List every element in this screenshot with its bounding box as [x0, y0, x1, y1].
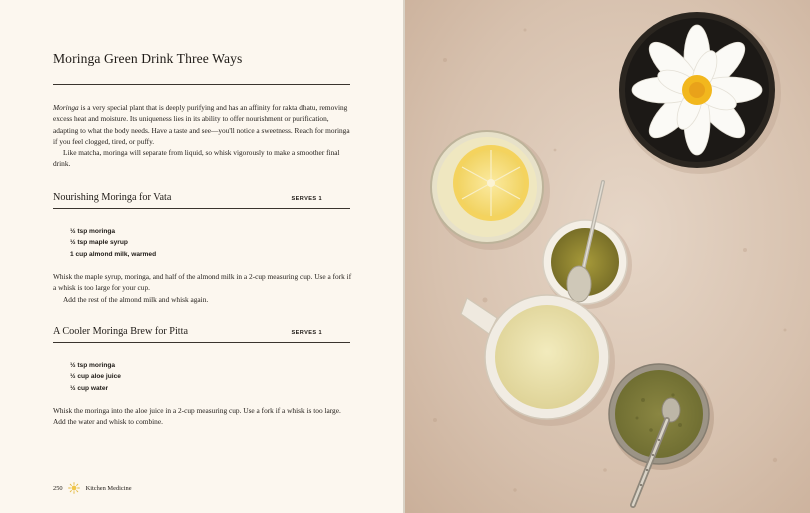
method-pitta — [53, 405, 353, 428]
recipe-serves-pitta: SERVES 1 — [291, 330, 322, 336]
title-rule — [53, 84, 350, 85]
ingredient-item: ½ tsp moringa — [70, 228, 116, 235]
moringa-drinks-photo — [405, 0, 810, 513]
method-step: Whisk the maple syrup, moringa, and half of the almond milk in a 2-cup measuring cup. Use a fork if a whisk is too large for your cup. — [53, 272, 352, 293]
recipe-serves-vata: SERVES 1 — [291, 196, 322, 202]
left-page — [0, 0, 403, 513]
book-title: Kitchen Medicine — [85, 484, 132, 492]
recipe-title-pitta: A Cooler Moringa Brew for Pitta — [53, 326, 188, 337]
page-footer — [53, 482, 132, 494]
ingredient-item: ½ cup aloe juice — [70, 373, 121, 381]
page-title: Moringa Green Drink Three Ways — [53, 51, 243, 66]
intro-paragraph-1 — [53, 102, 353, 147]
lemon-water-glass — [431, 131, 550, 250]
ingredient-item: ½ cup water — [70, 384, 109, 392]
right-page — [405, 0, 810, 513]
recipe-rule-vata — [53, 208, 350, 209]
ingredient-item: 1 cup almond milk, warmed — [70, 250, 157, 258]
intro-text — [53, 102, 353, 170]
intro-paragraph-1-body: is a very special plant that is deeply purifying and has an affinity for rakta dhatu, removing excess heat and moisture. Its uniqueness lies in its ability to offer nourishment or purification, adapting to what the body needs. Have a taste and see—you'll notice a sweetness. Reach for moringa if you feel clogged, tired, or puffy. — [53, 103, 350, 146]
recipe-rule-pitta — [53, 342, 350, 343]
method-vata — [53, 271, 353, 305]
lotus-bowl — [619, 12, 781, 174]
ingredient-item: ½ tsp maple syrup — [70, 239, 128, 247]
recipe-title-vata: Nourishing Moringa for Vata — [53, 192, 172, 203]
ingredient-list-vata — [70, 226, 156, 260]
ingredient-list-pitta — [70, 360, 121, 394]
page-number: 250 — [53, 484, 63, 492]
method-step: Whisk the moringa into the aloe juice in a 2-cup measuring cup. Use a fork if a whisk is too large. Add the water and whisk to combine. — [53, 406, 341, 427]
method-step: Add the rest of the almond milk and whisk again. — [63, 294, 209, 304]
intro-paragraph-2: Like matcha, moringa will separate from liquid, so whisk vigorously to make a smoother final drink. — [53, 148, 340, 169]
intro-term: Moringa — [53, 103, 79, 112]
sun-icon — [68, 482, 80, 494]
ingredient-item: ½ tsp moringa — [70, 362, 116, 369]
